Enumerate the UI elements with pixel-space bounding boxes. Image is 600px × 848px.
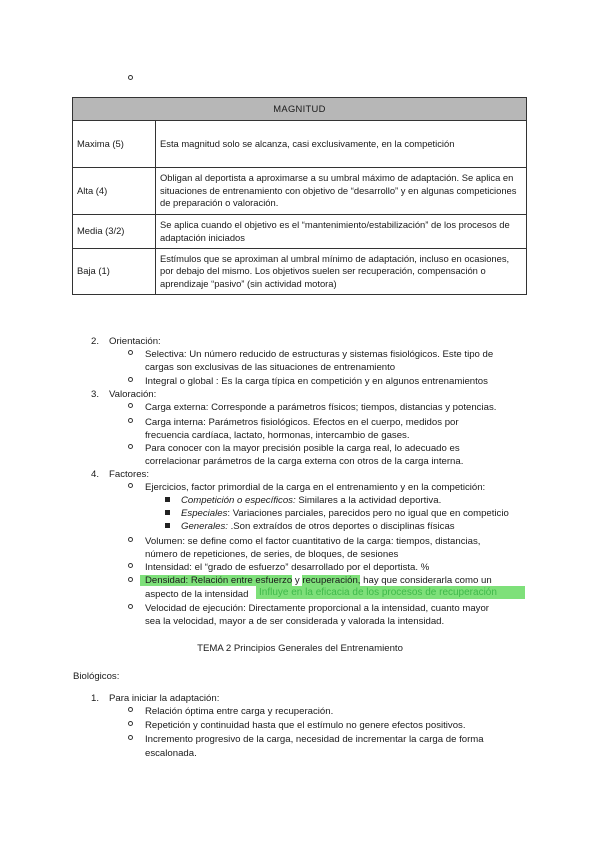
table-cell-level: Maxima (5) xyxy=(73,121,156,168)
list-item: Integral o global : Es la carga típica en competición y en algunos entrenamientos xyxy=(145,376,488,387)
bullet xyxy=(128,577,133,582)
bullet xyxy=(128,483,133,488)
sub-item xyxy=(181,494,441,507)
table-cell-desc: Se aplica cuando el objetivo es el “mantenimiento/estabilización” de los procesos de adaptación iniciados xyxy=(156,215,527,249)
list-item: Carga externa: Corresponde a parámetros físicos; tiempos, distancias y potencias. xyxy=(145,402,497,413)
list-item: Volumen: se define como el factor cuantitativo de la carga: tiempos, distancias, xyxy=(145,536,481,547)
sub-item-text: : Variaciones parciales, parecidos pero no igual que en competicio xyxy=(227,508,509,519)
bullet xyxy=(128,563,133,568)
list-number: 1. xyxy=(91,693,100,704)
bullet xyxy=(128,444,133,449)
sub-item-term: Especiales xyxy=(181,508,228,519)
list-number: 3. xyxy=(91,389,100,400)
bullet xyxy=(128,537,133,542)
sub-item-text: .Son extraídos de otros deportes o disciplinas físicas xyxy=(227,521,455,532)
empty-bullet xyxy=(128,75,133,80)
table-header: MAGNITUD xyxy=(73,98,527,121)
list-item-text: y xyxy=(292,575,303,586)
list-item-cont: frecuencia cardíaca, lactato, hormonas, intercambio de gases. xyxy=(145,430,410,441)
sub-item xyxy=(181,520,455,533)
bullet xyxy=(128,403,133,408)
list-item: Intensidad: el “grado de esfuerzo” desarrollado por el deportista. % xyxy=(145,562,430,573)
list-item-text: hay que considerarla como un xyxy=(360,575,492,586)
sub-item-term: Competición o específicos: xyxy=(181,495,296,506)
table-cell-desc: Obligan al deportista a aproximarse a su umbral máximo de adaptación. Se aplica en situaciones de entrenamiento con objetivo de “desarrollo” y en algunas competiciones de preparación o valoración. xyxy=(156,168,527,215)
list-item-cont: aspecto de la intensidad xyxy=(145,589,249,600)
sub-item xyxy=(181,507,509,520)
list-item: Relación óptima entre carga y recuperación. xyxy=(145,706,334,717)
table-cell-level: Alta (4) xyxy=(73,168,156,215)
highlight: Densidad: Relación entre esfuerzo xyxy=(140,575,292,586)
sub-item-text: Similares a la actividad deportiva. xyxy=(295,495,442,506)
bullet xyxy=(128,350,133,355)
section-title: Para iniciar la adaptación: xyxy=(109,693,220,704)
highlight: recuperación, xyxy=(302,575,361,586)
bullet xyxy=(128,721,133,726)
table-cell-level: Baja (1) xyxy=(73,249,156,295)
list-item: Repetición y continuidad hasta que el estímulo no genere efectos positivos. xyxy=(145,720,466,731)
list-item: Ejercicios, factor primordial de la carga en el entrenamiento y en la competición: xyxy=(145,482,486,493)
list-item: Para conocer con la mayor precisión posible la carga real, lo adecuado es xyxy=(145,443,460,454)
table-cell-desc: Estímulos que se aproximan al umbral mínimo de adaptación, incluso en ocasiones, por debajo del mismo. Los objetivos suelen ser recuperación, compensación o aprendizaje “pasivo” (sin actividad motora) xyxy=(156,249,527,295)
bullet xyxy=(128,377,133,382)
section-title: Valoración: xyxy=(109,389,157,400)
square-bullet xyxy=(165,497,170,502)
list-item: Incremento progresivo de la carga, necesidad de incrementar la carga de forma xyxy=(145,734,484,745)
list-item: Velocidad de ejecución: Directamente proporcional a la intensidad, cuanto mayor xyxy=(145,603,489,614)
list-number: 4. xyxy=(91,469,100,480)
list-item: Carga interna: Parámetros fisiológicos. Efectos en el cuerpo, medidos por xyxy=(145,417,459,428)
list-item-cont: escalonada. xyxy=(145,748,197,759)
section-title: Factores: xyxy=(109,469,149,480)
annotation-note: Influye en la eficacia de los procesos de recuperación xyxy=(256,586,525,599)
section-heading: Biológicos: xyxy=(73,671,120,682)
bullet xyxy=(128,735,133,740)
section-title: Orientación: xyxy=(109,336,161,347)
magnitud-table xyxy=(72,97,527,295)
list-item-cont: cargas son exclusivas de las situaciones de entrenamiento xyxy=(145,362,396,373)
list-item: Selectiva: Un número reducido de estructuras y sistemas fisiológicos. Este tipo de xyxy=(145,349,494,360)
sub-item-term: Generales: xyxy=(181,521,228,532)
square-bullet xyxy=(165,510,170,515)
list-number: 2. xyxy=(91,336,100,347)
bullet xyxy=(128,604,133,609)
table-cell-desc: Esta magnitud solo se alcanza, casi exclusivamente, en la competición xyxy=(156,121,527,168)
bullet xyxy=(128,418,133,423)
page-title: TEMA 2 Principios Generales del Entrenamiento xyxy=(197,643,403,654)
bullet xyxy=(128,707,133,712)
list-item-cont: número de repeticiones, de series, de bloques, de sesiones xyxy=(145,549,399,560)
list-item-cont: correlacionar parámetros de la carga externa con otros de la carga interna. xyxy=(145,456,464,467)
table-cell-level: Media (3/2) xyxy=(73,215,156,249)
square-bullet xyxy=(165,523,170,528)
list-item-cont: sea la velocidad, mayor a de ser considerada y valorada la intensidad. xyxy=(145,616,445,627)
